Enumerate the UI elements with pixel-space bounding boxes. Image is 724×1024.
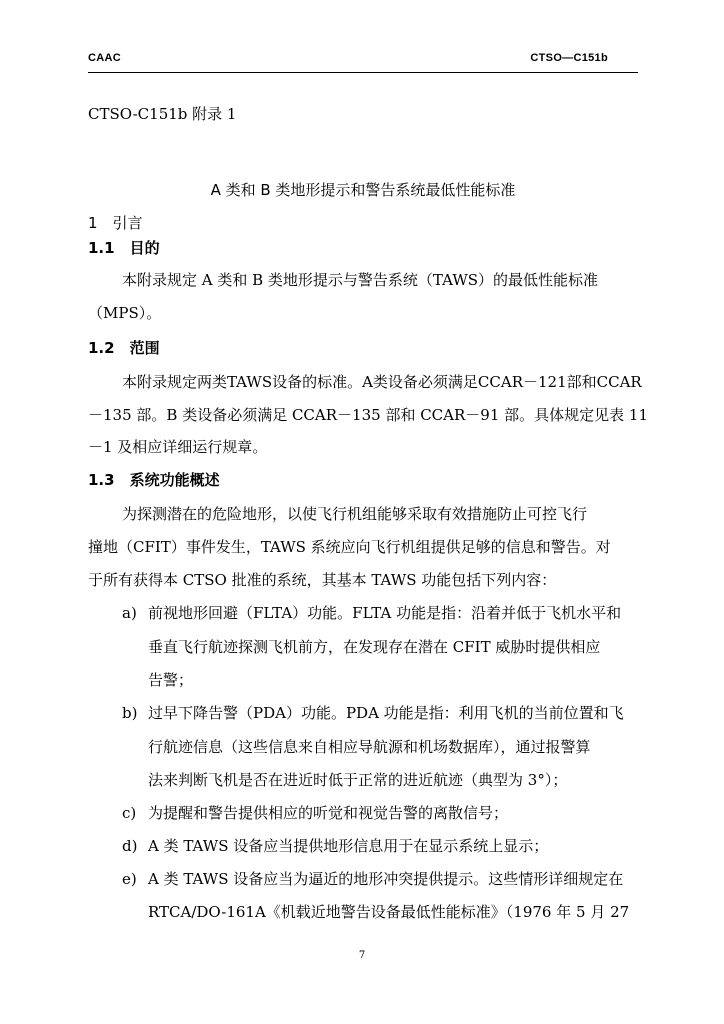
list-item-line: 垂直飞行航迹探测飞机前方，在发现存在潜在 CFIT 威胁时提供相应 xyxy=(148,638,601,656)
overview-line: 为探测潜在的危险地形，以使飞行机组能够采取有效措施防止可控飞行 xyxy=(122,505,588,523)
list-item-line: 过早下降告警（PDA）功能。PDA 功能是指：利用飞机的当前位置和飞 xyxy=(148,704,624,722)
list-item-line: 行航迹信息（这些信息来自相应导航源和机场数据库），通过报警算 xyxy=(148,738,591,756)
overview-line: 撞地（CFIT）事件发生，TAWS 系统应向飞行机组提供足够的信息和警告。对 xyxy=(88,538,611,556)
list-marker: c) xyxy=(122,804,137,822)
section-1-2-heading: 1.2 范围 xyxy=(88,339,160,357)
list-marker: d) xyxy=(122,837,138,855)
list-marker: b) xyxy=(122,704,138,722)
header-right: CTSO—C151b xyxy=(530,52,608,64)
header-left: CAAC xyxy=(88,52,121,64)
standard-title: A 类和 B 类地形提示和警告系统最低性能标准 xyxy=(210,181,516,199)
page-number: 7 xyxy=(358,950,366,961)
list-item-line: RTCA/DO-161A《机载近地警告设备最低性能标准》（1976 年 5 月 27 xyxy=(148,903,630,921)
list-item-line: 为提醒和警告提供相应的听觉和视觉告警的离散信号； xyxy=(148,804,509,822)
list-item-line: 前视地形回避（FLTA）功能。FLTA 功能是指：沿着并低于飞机水平和 xyxy=(148,604,622,622)
purpose-line: （MPS）。 xyxy=(88,304,162,322)
scope-line: －135 部。B 类设备必须满足 CCAR－135 部和 CCAR－91 部。具体规定见表 11 xyxy=(88,406,648,424)
purpose-line: 本附录规定 A 类和 B 类地形提示与警告系统（TAWS）的最低性能标准 xyxy=(122,271,599,289)
section-1-1-heading: 1.1 目的 xyxy=(88,239,160,257)
list-item-line: 告警； xyxy=(148,671,194,689)
list-marker: e) xyxy=(122,870,137,888)
list-item-line: A 类 TAWS 设备应当为逼近的地形冲突提供提示。这些情形详细规定在 xyxy=(148,870,624,888)
scope-line: －1 及相应详细运行规章。 xyxy=(88,438,268,456)
list-item-line: A 类 TAWS 设备应当提供地形信息用于在显示系统上显示； xyxy=(148,837,549,855)
overview-line: 于所有获得本 CTSO 批准的系统，其基本 TAWS 功能包括下列内容： xyxy=(88,571,557,589)
section-1-3-heading: 1.3 系统功能概述 xyxy=(88,471,220,489)
section-1-heading: 1 引言 xyxy=(88,214,143,232)
doc-title: CTSO-C151b 附录 1 xyxy=(88,105,237,123)
list-marker: a) xyxy=(122,604,137,622)
list-item-line: 法来判断飞机是否在进近时低于正常的进近航迹（典型为 3°）； xyxy=(148,771,568,789)
scope-line: 本附录规定两类TAWS设备的标准。A类设备必须满足CCAR－121部和CCAR xyxy=(122,373,642,391)
header-rule xyxy=(88,72,638,73)
